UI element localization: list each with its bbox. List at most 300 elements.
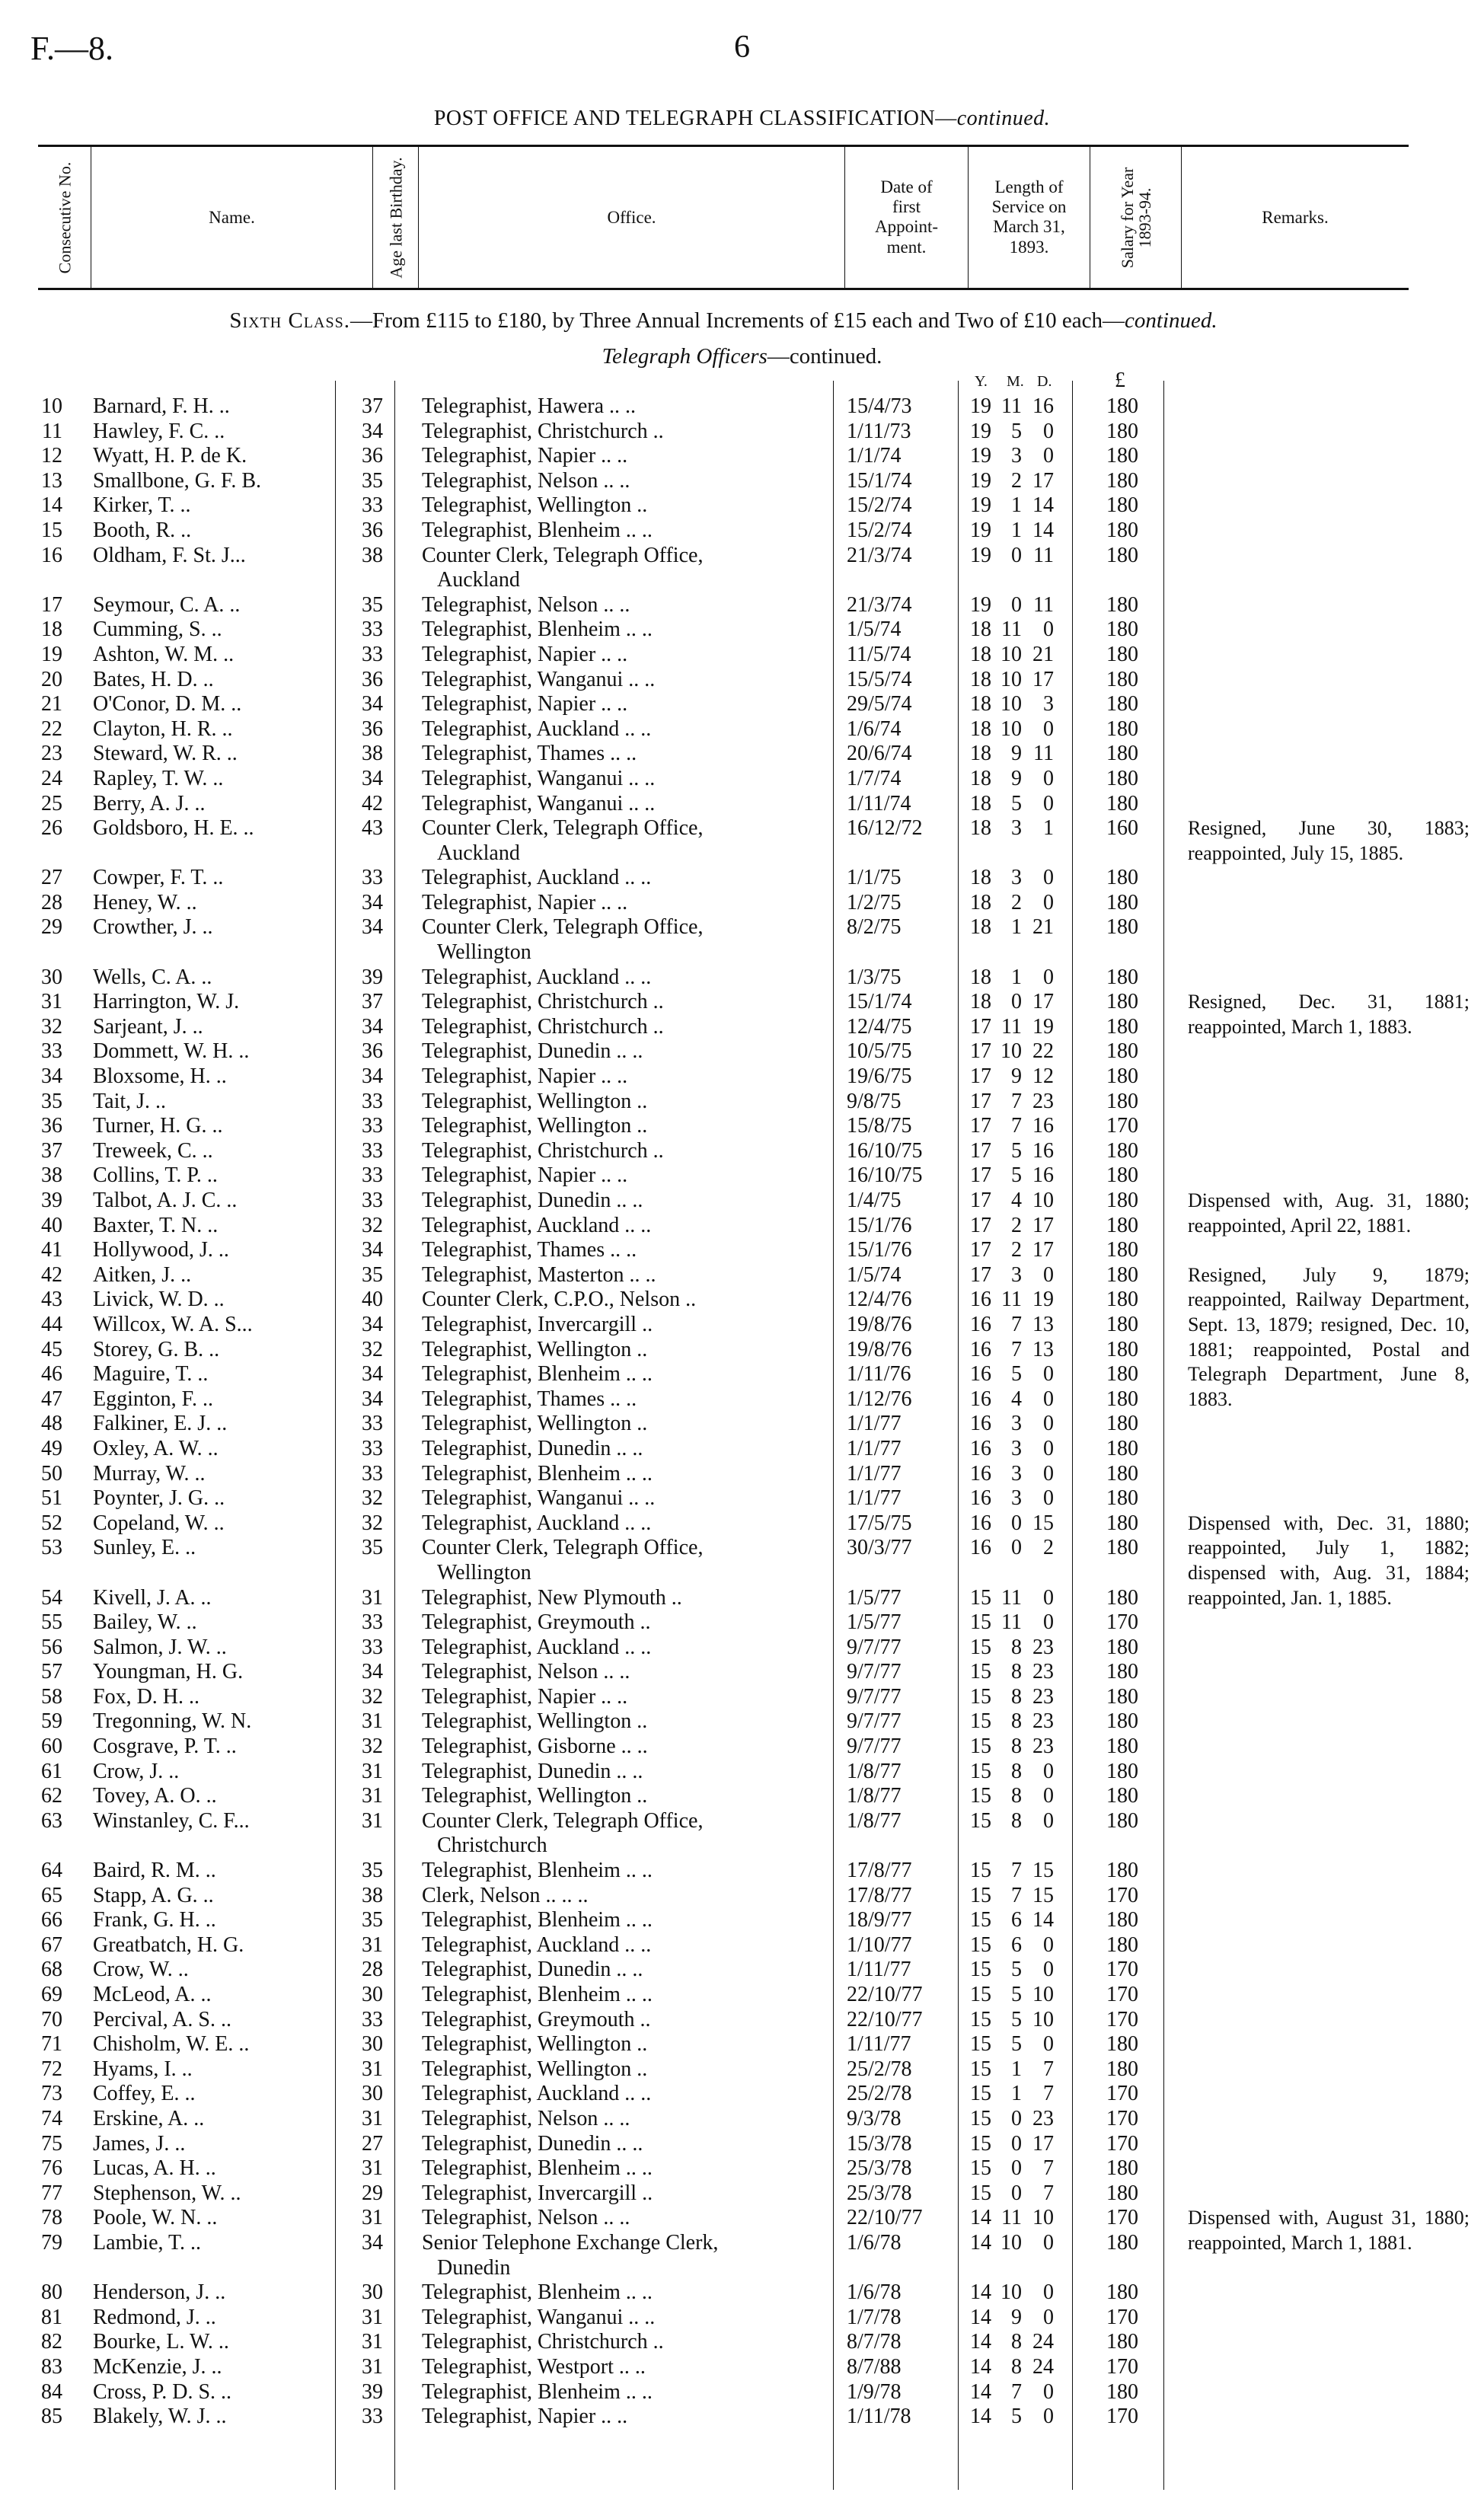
office xyxy=(394,1263,828,1288)
service-months: 5 xyxy=(1011,1138,1022,1163)
age: 33 xyxy=(362,1635,383,1659)
table-row xyxy=(30,2330,1447,2355)
remarks: Dispensed with, Aug. 31, 1880; reappointed, April 22, 1881. xyxy=(1188,1189,1470,1237)
office xyxy=(394,493,828,519)
office xyxy=(394,544,828,593)
salary: 180 xyxy=(1106,2230,1138,2255)
salary: 170 xyxy=(1106,1610,1138,1635)
consecutive-no: 75 xyxy=(41,2131,62,2156)
office-text: Telegraphist, Wellington .. xyxy=(422,1114,648,1138)
service-days: 0 xyxy=(1043,1486,1054,1511)
employee-name: Bailey, W. .. xyxy=(93,1610,197,1635)
table-row xyxy=(30,1486,1447,1511)
service-months: 11 xyxy=(1001,394,1022,418)
service-months: 1 xyxy=(1011,518,1022,542)
age: 33 xyxy=(362,1610,383,1635)
table-row xyxy=(30,1362,1447,1387)
appointment-date: 22/10/77 xyxy=(847,1983,923,2006)
employee-name: Rapley, T. W. .. xyxy=(93,766,224,790)
service-years: 15 xyxy=(970,1908,991,1932)
salary: 180 xyxy=(1106,1138,1138,1163)
consecutive-no: 12 xyxy=(41,444,62,468)
office xyxy=(394,1859,828,1884)
table-row xyxy=(30,469,1447,494)
appointment-date: 16/10/75 xyxy=(847,1138,923,1163)
employee-name: Crowther, J. .. xyxy=(93,915,213,940)
service-months: 9 xyxy=(1011,742,1022,766)
salary: 180 xyxy=(1106,766,1138,790)
consecutive-no: 11 xyxy=(42,419,62,443)
salary: 180 xyxy=(1106,1932,1138,1957)
service-years: 18 xyxy=(970,642,991,666)
office xyxy=(394,2231,828,2280)
age: 39 xyxy=(362,965,383,989)
service-years: 18 xyxy=(970,890,991,914)
service-months: 2 xyxy=(1011,1213,1022,1237)
service-days: 15 xyxy=(1032,1511,1054,1535)
header-date: Date of first Appoint-ment. xyxy=(845,147,969,288)
appointment-date: 1/11/73 xyxy=(847,419,911,443)
consecutive-no: 40 xyxy=(41,1213,62,1237)
office xyxy=(394,2355,828,2380)
office-text: Telegraphist, Thames .. .. xyxy=(422,742,637,766)
service-months: 1 xyxy=(1011,965,1022,989)
office xyxy=(394,519,828,544)
service-days: 13 xyxy=(1032,1312,1054,1336)
service-days: 13 xyxy=(1032,1337,1054,1361)
service-months: 10 xyxy=(1001,716,1022,741)
appointment-date: 1/1/75 xyxy=(847,866,902,890)
employee-name: Smallbone, G. F. B. xyxy=(93,468,261,493)
salary: 170 xyxy=(1106,2106,1138,2130)
table-row xyxy=(30,1859,1447,1884)
office xyxy=(394,1163,828,1189)
age: 31 xyxy=(362,1784,383,1808)
class-text: —From £115 to £180, by Three Annual Increments of £15 each and Two of £10 each— xyxy=(350,308,1125,333)
service-days: 17 xyxy=(1032,1238,1054,1262)
age: 34 xyxy=(362,419,383,443)
employee-name: Storey, G. B. .. xyxy=(93,1337,220,1361)
service-days: 0 xyxy=(1043,419,1054,443)
office-text: Telegraphist, Wellington .. xyxy=(422,2057,648,2081)
office xyxy=(394,1486,828,1511)
age: 30 xyxy=(362,2082,383,2106)
service-days: 23 xyxy=(1032,1635,1054,1659)
salary: 180 xyxy=(1106,1536,1138,1560)
office xyxy=(394,1908,828,1933)
salary: 180 xyxy=(1106,1635,1138,1659)
salary: 180 xyxy=(1106,1660,1138,1684)
appointment-date: 1/7/74 xyxy=(847,766,902,790)
page-header xyxy=(30,29,1454,75)
office-text: Telegraphist, Dunedin .. .. xyxy=(422,1436,643,1460)
service-months: 5 xyxy=(1011,1163,1022,1188)
consecutive-no: 29 xyxy=(41,915,62,940)
office-text: Telegraphist, Invercargill .. xyxy=(422,1312,653,1336)
service-years: 18 xyxy=(970,791,991,815)
appointment-date: 9/7/77 xyxy=(847,1635,902,1659)
office-text: Telegraphist, Dunedin .. .. xyxy=(422,2131,643,2156)
employee-name: Stephenson, W. .. xyxy=(93,2181,241,2205)
employee-name: Tregonning, W. N. xyxy=(93,1709,252,1734)
consecutive-no: 23 xyxy=(41,742,62,766)
age: 35 xyxy=(362,468,383,493)
table-row xyxy=(30,1064,1447,1090)
employee-name: Cross, P. D. S. .. xyxy=(93,2379,232,2404)
consecutive-no: 61 xyxy=(41,1759,62,1783)
office xyxy=(394,792,828,817)
service-years: 17 xyxy=(970,1189,991,1212)
salary: 180 xyxy=(1106,493,1138,518)
age: 34 xyxy=(362,1387,383,1411)
service-years: 18 xyxy=(970,965,991,989)
service-years: 15 xyxy=(970,2156,991,2181)
office-text: Telegraphist, Gisborne .. .. xyxy=(422,1735,648,1759)
age: 35 xyxy=(362,1908,383,1932)
service-months: 2 xyxy=(1011,468,1022,493)
salary: 180 xyxy=(1106,618,1138,642)
service-days: 22 xyxy=(1032,1039,1054,1064)
consecutive-no: 65 xyxy=(41,1883,62,1907)
service-days: 24 xyxy=(1032,2354,1054,2379)
service-years: 17 xyxy=(970,1262,991,1287)
service-days: 0 xyxy=(1043,1362,1054,1387)
table-row xyxy=(30,1437,1447,1462)
service-days: 0 xyxy=(1043,1412,1054,1436)
service-years: 15 xyxy=(970,1660,991,1684)
running-title-continued: continued. xyxy=(956,107,1051,130)
consecutive-no: 41 xyxy=(41,1238,62,1262)
remarks: Resigned, June 30, 1883; reappointed, July 15, 1885. xyxy=(1188,817,1470,864)
service-months: 10 xyxy=(1001,667,1022,691)
consecutive-no: 84 xyxy=(41,2379,62,2404)
office xyxy=(394,2306,828,2331)
employee-name: Fox, D. H. .. xyxy=(93,1684,200,1709)
consecutive-no: 43 xyxy=(41,1288,62,1312)
office xyxy=(394,1536,828,1585)
office xyxy=(394,1685,828,1710)
service-years: 19 xyxy=(970,518,991,542)
service-days: 16 xyxy=(1032,394,1054,418)
salary: 180 xyxy=(1106,1908,1138,1932)
table-row xyxy=(30,2380,1447,2405)
service-months: 3 xyxy=(1011,866,1022,890)
service-months: 3 xyxy=(1011,444,1022,468)
appointment-date: 1/5/77 xyxy=(847,1610,902,1635)
age: 33 xyxy=(362,1138,383,1163)
employee-name: Murray, W. .. xyxy=(93,1461,206,1486)
consecutive-no: 69 xyxy=(41,1983,62,2006)
age: 34 xyxy=(362,1312,383,1336)
salary: 180 xyxy=(1106,2156,1138,2181)
appointment-date: 1/10/77 xyxy=(847,1932,912,1957)
service-days: 15 xyxy=(1032,1883,1054,1907)
salary: 180 xyxy=(1106,1189,1138,1212)
employee-name: Steward, W. R. .. xyxy=(93,742,238,766)
office-text: Telegraphist, Christchurch .. xyxy=(422,1138,664,1163)
appointment-date: 1/5/77 xyxy=(847,1585,902,1610)
consecutive-no: 55 xyxy=(41,1610,62,1635)
office-text: Telegraphist, Blenheim .. .. xyxy=(422,2156,653,2181)
service-months: 8 xyxy=(1011,1660,1022,1684)
service-months: 0 xyxy=(1011,2106,1022,2130)
service-years: 14 xyxy=(970,2280,991,2305)
running-title xyxy=(0,107,1484,131)
salary: 170 xyxy=(1106,2405,1138,2429)
service-years: 15 xyxy=(970,1859,991,1883)
employee-name: O'Conor, D. M. .. xyxy=(93,692,242,716)
salary: 170 xyxy=(1106,2131,1138,2156)
salary: 180 xyxy=(1106,965,1138,989)
employee-name: Redmond, J. .. xyxy=(93,2305,216,2329)
office-text: Telegraphist, Greymouth .. xyxy=(422,1610,651,1635)
appointment-date: 16/12/72 xyxy=(847,816,923,841)
appointment-date: 10/5/75 xyxy=(847,1039,912,1064)
employee-name: Poynter, J. G. .. xyxy=(93,1486,225,1511)
employee-name: Youngman, H. G. xyxy=(93,1660,244,1684)
appointment-date: 12/4/75 xyxy=(847,1014,912,1039)
office-text: Telegraphist, Wanganui .. .. xyxy=(422,1486,656,1511)
consecutive-no: 22 xyxy=(41,716,62,741)
office-text: Telegraphist, Masterton .. .. xyxy=(422,1262,656,1287)
service-years: 17 xyxy=(970,1039,991,1064)
office xyxy=(394,1884,828,1909)
service-months: 9 xyxy=(1011,766,1022,790)
employee-name: Oldham, F. St. J... xyxy=(93,543,246,567)
office-text: Telegraphist, Blenheim .. .. xyxy=(422,1362,653,1387)
salary: 180 xyxy=(1106,1262,1138,1287)
appointment-date: 12/4/76 xyxy=(847,1288,912,1312)
service-years: 16 xyxy=(970,1486,991,1511)
classification-table xyxy=(30,394,1470,2430)
consecutive-no: 30 xyxy=(41,965,62,989)
age: 33 xyxy=(362,618,383,642)
service-days: 16 xyxy=(1032,1138,1054,1163)
service-days: 0 xyxy=(1043,2280,1054,2305)
service-years: 14 xyxy=(970,2405,991,2429)
table-row xyxy=(30,2057,1447,2082)
employee-name: Willcox, W. A. S... xyxy=(93,1312,253,1336)
service-days: 0 xyxy=(1043,1932,1054,1957)
age: 33 xyxy=(362,1089,383,1113)
age: 31 xyxy=(362,2330,383,2354)
office xyxy=(394,2008,828,2033)
salary: 180 xyxy=(1106,1362,1138,1387)
office xyxy=(394,965,828,991)
consecutive-no: 80 xyxy=(41,2280,62,2305)
consecutive-no: 56 xyxy=(41,1635,62,1659)
service-months: 9 xyxy=(1011,2305,1022,2329)
employee-name: Falkiner, E. J. .. xyxy=(93,1412,228,1436)
employee-name: Cumming, S. .. xyxy=(93,618,222,642)
table-row xyxy=(30,866,1447,891)
office xyxy=(394,915,828,965)
office-text: Telegraphist, Christchurch .. xyxy=(422,2330,664,2354)
service-days: 16 xyxy=(1032,1163,1054,1188)
table-row xyxy=(30,1238,1447,1263)
office xyxy=(394,2405,828,2430)
table-row xyxy=(30,742,1447,767)
office xyxy=(394,1933,828,1958)
service-days: 0 xyxy=(1043,2379,1054,2404)
table-row xyxy=(30,1636,1447,1661)
appointment-date: 9/7/77 xyxy=(847,1709,902,1734)
salary: 180 xyxy=(1106,2330,1138,2354)
salary: 180 xyxy=(1106,1486,1138,1511)
unit-days: D. xyxy=(1037,373,1052,390)
office xyxy=(394,767,828,792)
service-months: 5 xyxy=(1011,1983,1022,2006)
employee-name: Goldsboro, H. E. .. xyxy=(93,816,254,841)
salary: 180 xyxy=(1106,1808,1138,1833)
consecutive-no: 52 xyxy=(41,1511,62,1535)
office-text: Telegraphist, Napier .. .. xyxy=(422,642,628,666)
age: 29 xyxy=(362,2181,383,2205)
consecutive-no: 28 xyxy=(41,890,62,914)
office-text: Counter Clerk, Telegraph Office, xyxy=(422,915,704,940)
employee-name: Bloxsome, H. .. xyxy=(93,1064,227,1089)
office-text: Telegraphist, Wanganui .. .. xyxy=(422,766,656,790)
age: 34 xyxy=(362,890,383,914)
table-row xyxy=(30,2306,1447,2331)
appointment-date: 9/7/77 xyxy=(847,1684,902,1709)
service-months: 10 xyxy=(1001,2280,1022,2305)
appointment-date: 25/3/78 xyxy=(847,2156,912,2181)
consecutive-no: 72 xyxy=(41,2057,62,2081)
age: 36 xyxy=(362,1039,383,1064)
office-text: Telegraphist, Thames .. .. xyxy=(422,1387,637,1411)
header-length: Length of Service on March 31, 1893. xyxy=(969,147,1090,288)
appointment-date: 15/2/74 xyxy=(847,518,912,542)
service-months: 1 xyxy=(1011,493,1022,518)
appointment-date: 1/1/74 xyxy=(847,444,902,468)
service-years: 17 xyxy=(970,1163,991,1188)
service-months: 7 xyxy=(1011,2379,1022,2404)
header-salary: Salary for Year 1893-94. xyxy=(1090,147,1182,288)
appointment-date: 1/1/77 xyxy=(847,1461,902,1486)
service-days: 7 xyxy=(1043,2156,1054,2181)
service-months: 5 xyxy=(1011,2007,1022,2031)
office xyxy=(394,1660,828,1685)
employee-name: Crow, W. .. xyxy=(93,1958,189,1982)
table-row xyxy=(30,1660,1447,1685)
consecutive-no: 49 xyxy=(41,1436,62,1460)
table-row xyxy=(30,1760,1447,1785)
service-days: 0 xyxy=(1043,791,1054,815)
table-row xyxy=(30,1884,1447,1909)
salary: 180 xyxy=(1106,1089,1138,1113)
age: 31 xyxy=(362,2305,383,2329)
appointment-date: 1/4/75 xyxy=(847,1189,902,1212)
service-days: 11 xyxy=(1033,592,1054,617)
employee-name: Hollywood, J. .. xyxy=(93,1238,229,1262)
salary: 180 xyxy=(1106,866,1138,890)
employee-name: Egginton, F. .. xyxy=(93,1387,213,1411)
table-row xyxy=(30,2008,1447,2033)
service-years: 15 xyxy=(970,2181,991,2205)
appointment-date: 1/9/78 xyxy=(847,2379,902,2404)
service-years: 18 xyxy=(970,667,991,691)
office xyxy=(394,1511,828,1537)
service-days: 17 xyxy=(1032,667,1054,691)
office xyxy=(394,1238,828,1263)
salary: 180 xyxy=(1106,915,1138,940)
appointment-date: 1/8/77 xyxy=(847,1759,902,1783)
service-years: 16 xyxy=(970,1387,991,1411)
service-months: 6 xyxy=(1011,1932,1022,1957)
office-continuation: Auckland xyxy=(437,841,520,865)
service-days: 10 xyxy=(1032,2007,1054,2031)
employee-name: Chisholm, W. E. .. xyxy=(93,2032,250,2057)
employee-name: Talbot, A. J. C. .. xyxy=(93,1189,238,1212)
consecutive-no: 15 xyxy=(41,518,62,542)
age: 36 xyxy=(362,667,383,691)
salary: 180 xyxy=(1106,518,1138,542)
consecutive-no: 17 xyxy=(41,592,62,617)
service-months: 8 xyxy=(1011,1709,1022,1734)
service-months: 8 xyxy=(1011,1808,1022,1833)
salary: 180 xyxy=(1106,990,1138,1014)
table-row xyxy=(30,1536,1447,1585)
office xyxy=(394,1015,828,1040)
salary: 180 xyxy=(1106,468,1138,493)
table-row xyxy=(30,493,1447,519)
consecutive-no: 36 xyxy=(41,1114,62,1138)
service-days: 24 xyxy=(1032,2330,1054,2354)
office xyxy=(394,990,828,1015)
appointment-date: 15/1/76 xyxy=(847,1238,912,1262)
salary: 180 xyxy=(1106,1238,1138,1262)
unit-months: M. xyxy=(1007,373,1024,390)
salary: 180 xyxy=(1106,1709,1138,1734)
office xyxy=(394,1412,828,1437)
table-row xyxy=(30,2355,1447,2380)
salary: 180 xyxy=(1106,791,1138,815)
employee-name: Hawley, F. C. .. xyxy=(93,419,225,443)
service-months: 5 xyxy=(1011,791,1022,815)
service-days: 3 xyxy=(1043,692,1054,716)
office-text: Clerk, Nelson .. .. .. xyxy=(422,1883,589,1907)
service-years: 17 xyxy=(970,1114,991,1138)
service-months: 8 xyxy=(1011,1635,1022,1659)
office xyxy=(394,1090,828,1115)
salary: 180 xyxy=(1106,1859,1138,1883)
office xyxy=(394,1189,828,1214)
service-years: 15 xyxy=(970,2032,991,2057)
service-days: 10 xyxy=(1032,1189,1054,1212)
office xyxy=(394,2206,828,2231)
salary: 180 xyxy=(1106,1213,1138,1237)
table-row xyxy=(30,394,1447,420)
service-days: 0 xyxy=(1043,618,1054,642)
office xyxy=(394,444,828,469)
service-days: 16 xyxy=(1032,1114,1054,1138)
service-years: 14 xyxy=(970,2379,991,2404)
age: 34 xyxy=(362,766,383,790)
service-days: 10 xyxy=(1032,1983,1054,2006)
service-days: 0 xyxy=(1043,1461,1054,1486)
salary: 180 xyxy=(1106,716,1138,741)
appointment-date: 25/2/78 xyxy=(847,2057,912,2081)
appointment-date: 1/3/75 xyxy=(847,965,902,989)
service-years: 15 xyxy=(970,1932,991,1957)
salary: 170 xyxy=(1106,2206,1138,2230)
consecutive-no: 62 xyxy=(41,1784,62,1808)
office-text: Telegraphist, Wellington .. xyxy=(422,493,648,518)
service-months: 0 xyxy=(1011,1536,1022,1560)
service-years: 19 xyxy=(970,468,991,493)
page-reference: F.—8. xyxy=(30,30,113,67)
